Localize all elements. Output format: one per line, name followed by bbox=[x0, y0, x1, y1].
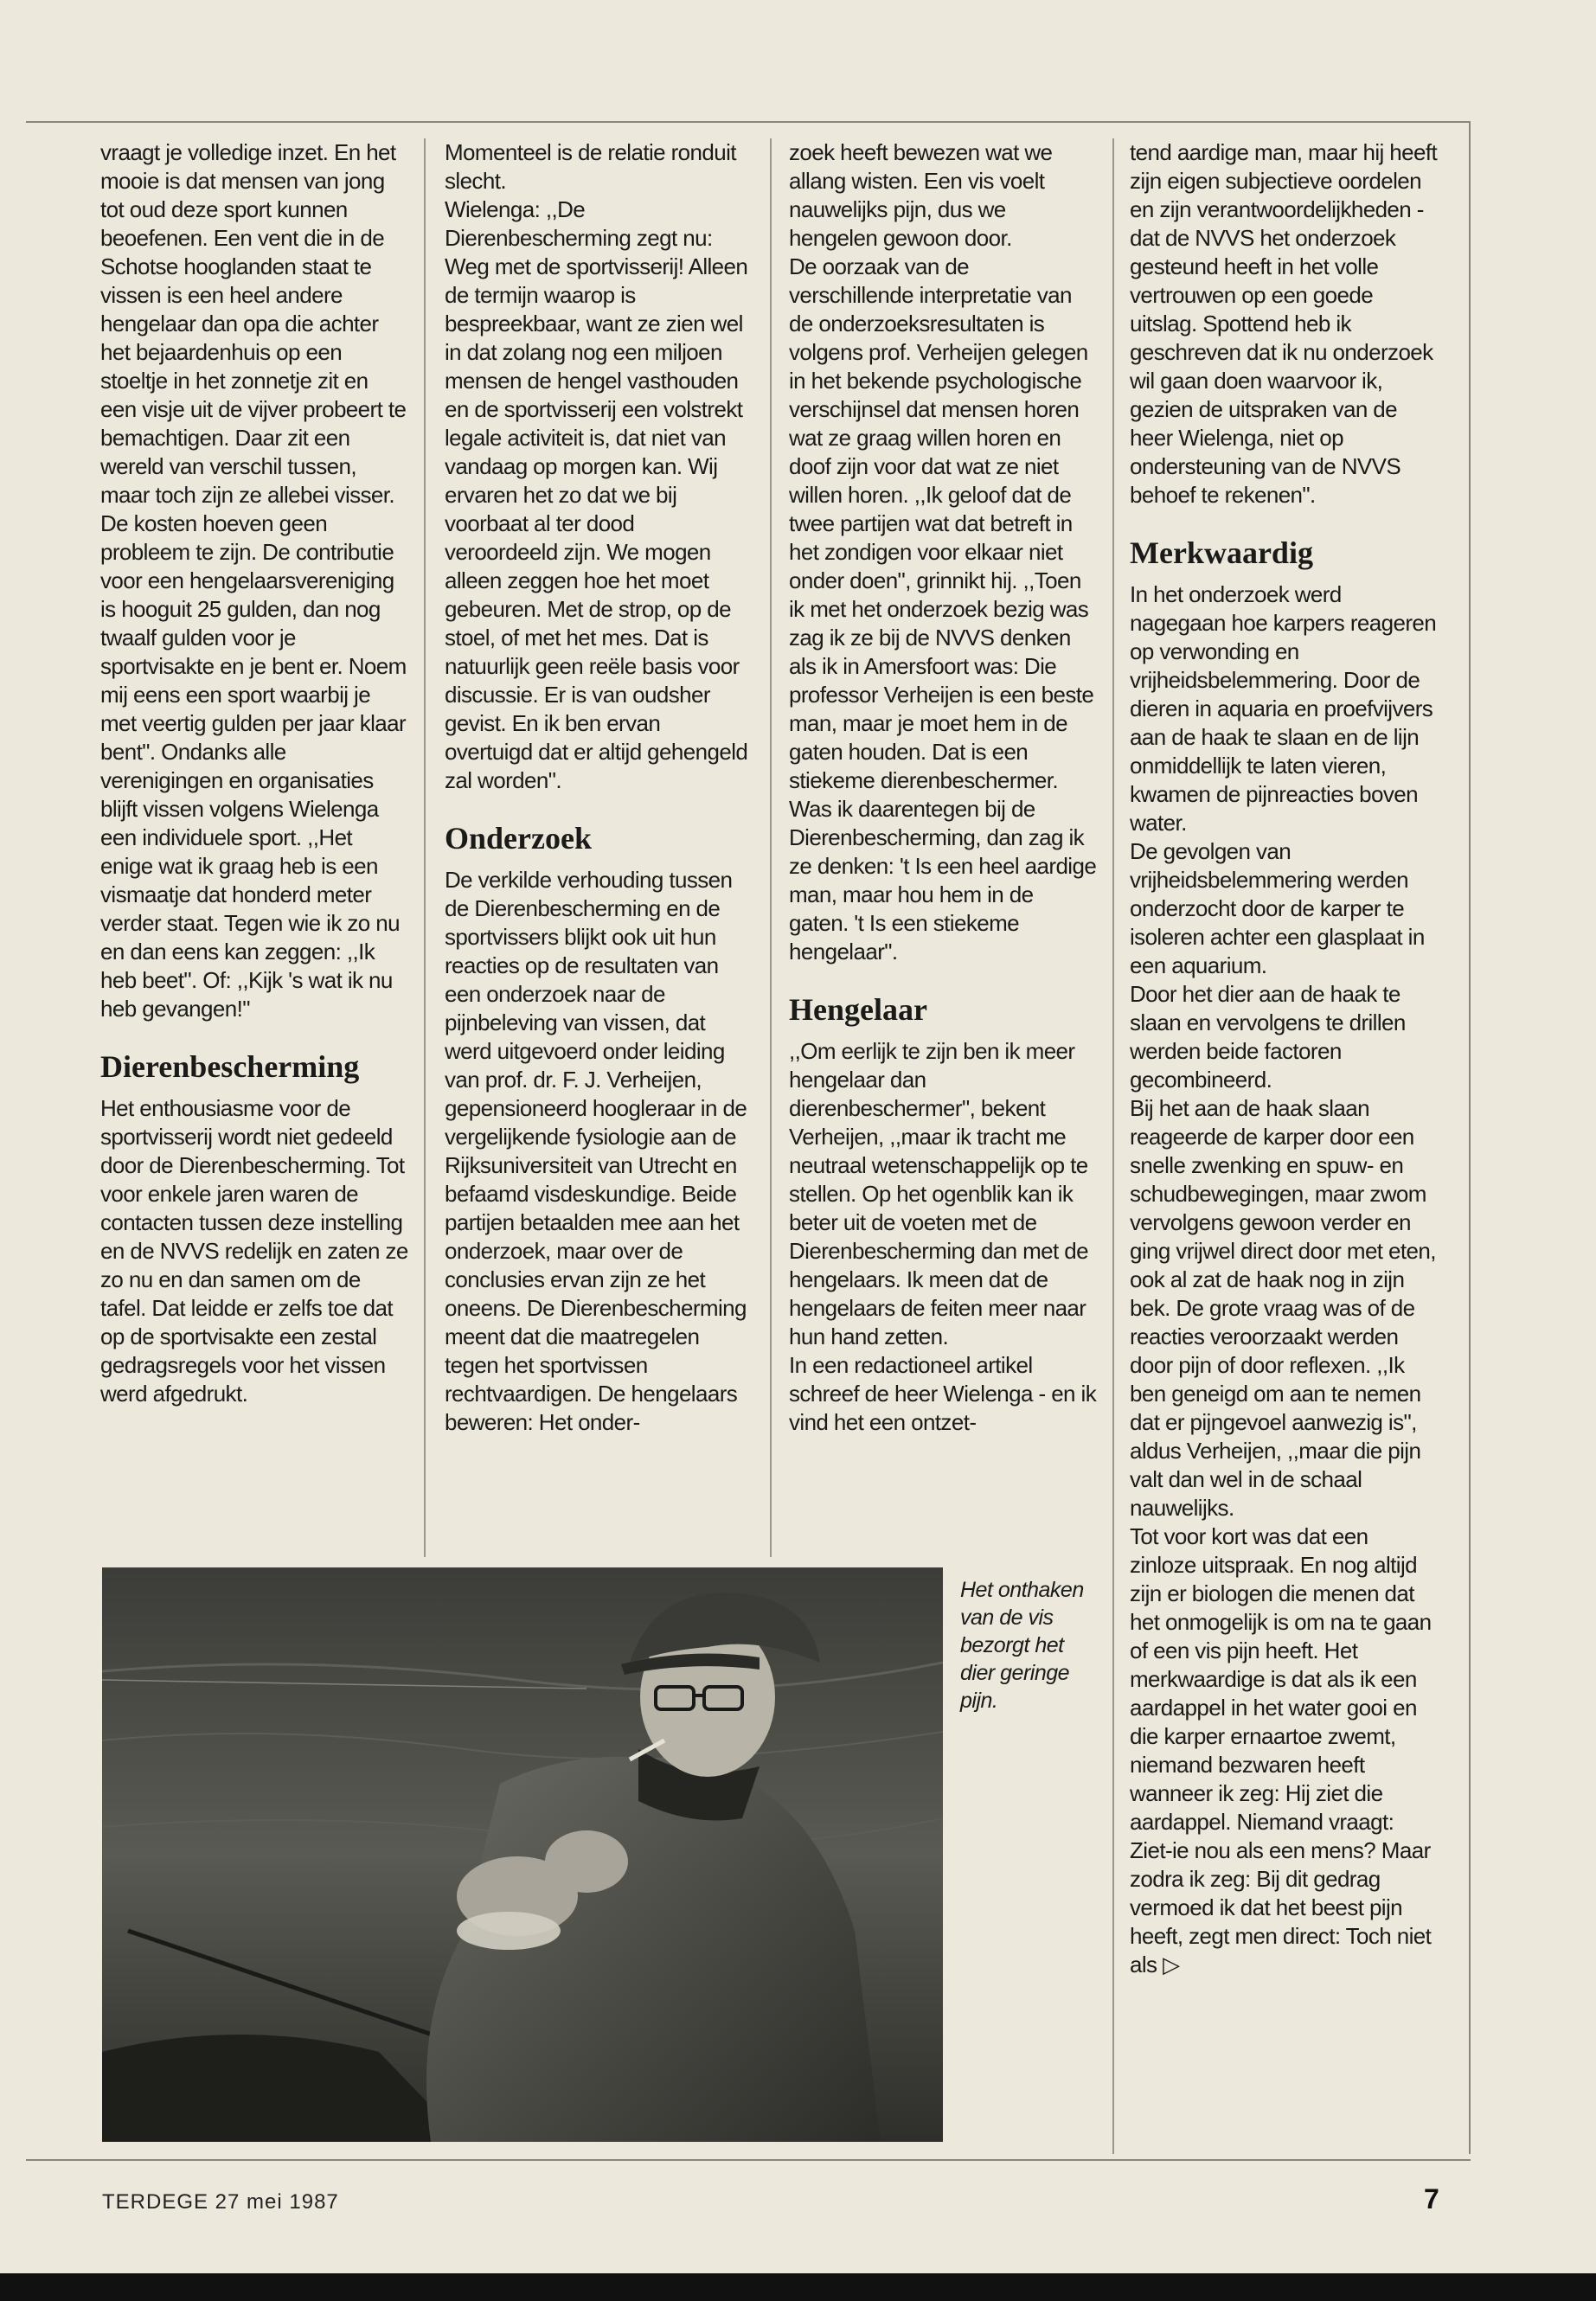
paragraph bbox=[1130, 1094, 1438, 1522]
paragraph: In een redactioneel artikel schreef de heer Wielenga - en ik vind het een ontzet- bbox=[789, 1352, 1097, 1435]
article-column-2 bbox=[445, 138, 753, 1437]
paragraph bbox=[1130, 1522, 1438, 1979]
section-heading: Onderzoek bbox=[445, 821, 592, 856]
paragraph: De verkilde verhouding tussen de Dierenbescherming en de sportvissers blijkt ook uit hun reacties op de resultaten van een onderzoek naar de pijnbeleving van vissen, dat werd uitgevoerd onder leiding van prof. dr. F. J. Verheijen, gepensioneerd hoogleraar in de vergelijkende fysiologie aan de Rijksuniversiteit van Utrecht en befaamd visdeskundige. Beide partijen betaalden mee aan het onderzoek, maar over de conclusies ervan zijn ze het oneens. De Dierenbescherming meent dat die maatregelen tegen het sportvissen rechtvaardigen. De hengelaars beweren: Het onder- bbox=[445, 867, 747, 1435]
section-heading: Dierenbescherming bbox=[100, 1049, 360, 1084]
paragraph: ,,Om eerlijk te zijn ben ik meer hengelaar dan dierenbeschermer", bekent Verheijen, ,,maar ik tracht me neutraal wetenschappelijk op te stellen. Op het ogenblik kan ik beter uit de voeten met de Dierenbescherming dan met de hengelaars. Ik meen dat de hengelaars de feiten meer naar hun hand zetten. bbox=[789, 1038, 1088, 1349]
paragraph: Wielenga: ,,De Dierenbescherming zegt nu: Weg met de sportvisserij! Alleen de termijn waarop is bespreekbaar, want ze zien wel in dat zolang nog een miljoen mensen de hengel vasthouden en de sportvisserij een volstrekt legale activiteit is, dat niet van vandaag op morgen kan. Wij ervaren het zo dat we bij voorbaat al ter dood veroordeeld zijn. We mogen alleen zeggen hoe het moet gebeuren. Met de strop, op de stoel, of met het mes. Dat is natuurlijk geen reële basis voor discussie. Er is van oudsher gevist. En ik ben ervan overtuigd dat er altijd gehengeld zal worden". bbox=[445, 196, 748, 793]
paragraph: Het enthousiasme voor de sportvisserij wordt niet gedeeld door de Dierenbescherming. Tot voor enkele jaren waren de contacten tussen deze instelling en de NVVS redelijk en zaten ze zo nu en dan samen om de tafel. Dat leidde er zelfs toe dat op de sportvisakte een zestal gedragsregels voor het vissen werd afgedrukt. bbox=[100, 1095, 408, 1407]
top-frame-line bbox=[26, 121, 1471, 123]
paragraph-text: Tot voor kort was dat een zinloze uitspraak. En nog altijd zijn er biologen die menen dat het onmogelijk is om na te gaan of een vis pijn heeft. Het merkwaardige is dat als ik een aardappel in het water gooi en die karper ernaartoe zwemt, niemand bezwaren heeft wanneer ik zeg: Hij ziet die aardappel. Niemand vraagt: Ziet-ie nou als een mens? Maar zodra ik zeg: Bij dit gedrag vermoed ik dat het beest pijn heeft, zegt men direct: Toch niet als bbox=[1130, 1523, 1432, 1977]
continue-arrow-icon: ▷ bbox=[1163, 1952, 1180, 1977]
paragraph: vraagt je volledige inzet. En het mooie is dat mensen van jong tot oud deze sport kunnen beoefenen. Een vent die in de Schotse hooglanden staat te vissen is een heel andere hengelaar dan opa die achter het bejaardenhuis op een stoeltje in het zonnetje zit en een visje uit de vijver probeert te bemachtigen. Daar zit een wereld van verschil tussen, maar toch zijn ze allebei visser. bbox=[100, 139, 407, 508]
paragraph-text: Bij het aan de haak slaan reageerde de karper door een snelle zwenking en spuw- en schudbewegingen, maar zwom vervolgens gewoon verder en ging vrijwel direct door met eten, ook al zat de haak nog in zijn bek. De grote vraag was of de reacties veroorzaakt werden door pijn of door reflexen. ,,Ik ben geneigd om aan te nemen dat er pijngevoel aanwezig is", aldus Verheijen, ,,maar die pijn valt dan wel in de schaal nauwelijks. bbox=[1130, 1095, 1436, 1521]
page-number: 7 bbox=[1424, 2183, 1439, 2214]
column-rule-3 bbox=[1112, 138, 1114, 2154]
angler-photo bbox=[102, 1567, 943, 2142]
photo-caption: Het onthaken van de vis bezorgt het dier geringe pijn. bbox=[960, 1578, 1084, 1713]
column-rule-2 bbox=[770, 138, 772, 1557]
section-heading: Hengelaar bbox=[789, 992, 927, 1027]
paragraph: Door het dier aan de haak te slaan en vervolgens te drillen werden beide factoren gecombineerd. bbox=[1130, 981, 1406, 1093]
paragraph: tend aardige man, maar hij heeft zijn eigen subjectieve oordelen en zijn verantwoordelijkheden - dat de NVVS het onderzoek gesteund heeft in het volle vertrouwen op een goede uitslag. Spottend heb ik geschreven dat ik nu onderzoek wil gaan doen waarvoor ik, gezien de uitspraken van de heer Wielenga, niet op ondersteuning van de NVVS behoef te rekenen". bbox=[1130, 139, 1438, 508]
angler-photo-illustration bbox=[102, 1567, 943, 2142]
paragraph: Momenteel is de relatie ronduit slecht. bbox=[445, 139, 736, 194]
paragraph: zoek heeft bewezen wat we allang wisten. Een vis voelt nauwelijks pijn, dus we hengelen gewoon door. bbox=[789, 139, 1053, 251]
article-column-1 bbox=[100, 138, 408, 1408]
article-column-3 bbox=[789, 138, 1097, 1437]
article-column-4 bbox=[1130, 138, 1438, 1979]
paragraph: De oorzaak van de verschillende interpretatie van de onderzoeksresultaten is volgens prof. Verheijen gelegen in het bekende psychologische verschijnsel dat mensen horen wat ze graag willen horen en doof zijn voor dat wat ze niet willen horen. ,,Ik geloof dat de twee partijen wat dat betreft in het zondigen voor elkaar niet onder doen", grinnikt hij. ,,Toen ik met het onderzoek bezig was zag ik ze bij de NVVS denken als ik in Amersfoort was: Die professor Verheijen is een beste man, maar je moet hem in de gaten houden. Dat is een stiekeme dierenbeschermer. Was ik daarentegen bij de Dierenbescherming, dan zag ik ze denken: 't Is een heel aardige man, maar hou hem in de gaten. 't Is een stiekeme hengelaar". bbox=[789, 253, 1097, 965]
right-frame-line bbox=[1469, 121, 1471, 2154]
bottom-frame-line bbox=[26, 2159, 1471, 2161]
paragraph: In het onderzoek werd nagegaan hoe karpers reageren op verwonding en vrijheidsbelemmering. Door de dieren in aquaria en proefvijvers aan de haak te slaan en de lijn onmiddellijk te laten vieren, kwamen de pijnreacties boven water. bbox=[1130, 581, 1437, 836]
section-heading: Merkwaardig bbox=[1130, 535, 1313, 570]
column-rule-1 bbox=[424, 138, 426, 1557]
paragraph: De gevolgen van vrijheidsbelemmering werden onderzocht door de karper te isoleren achter een glasplaat in een aquarium. bbox=[1130, 838, 1425, 978]
paragraph: De kosten hoeven geen probleem te zijn. De contributie voor een hengelaarsvereniging is hooguit 25 gulden, dan nog twaalf gulden voor je sportvisakte en je bent er. Noem mij eens een sport waarbij je met veertig gulden per jaar klaar bent". Ondanks alle verenigingen en organisaties blijft vissen volgens Wielenga een individuele sport. ,,Het enige wat ik graag heb is een vismaatje dat honderd meter verder staat. Tegen wie ik zo nu en dan eens kan zeggen: ,,Ik heb beet". Of: ,,Kijk 's wat ik nu heb gevangen!" bbox=[100, 510, 407, 1022]
scan-edge-strip bbox=[0, 2273, 1596, 2301]
publication-footer: TERDEGE 27 mei 1987 bbox=[102, 2190, 339, 2214]
